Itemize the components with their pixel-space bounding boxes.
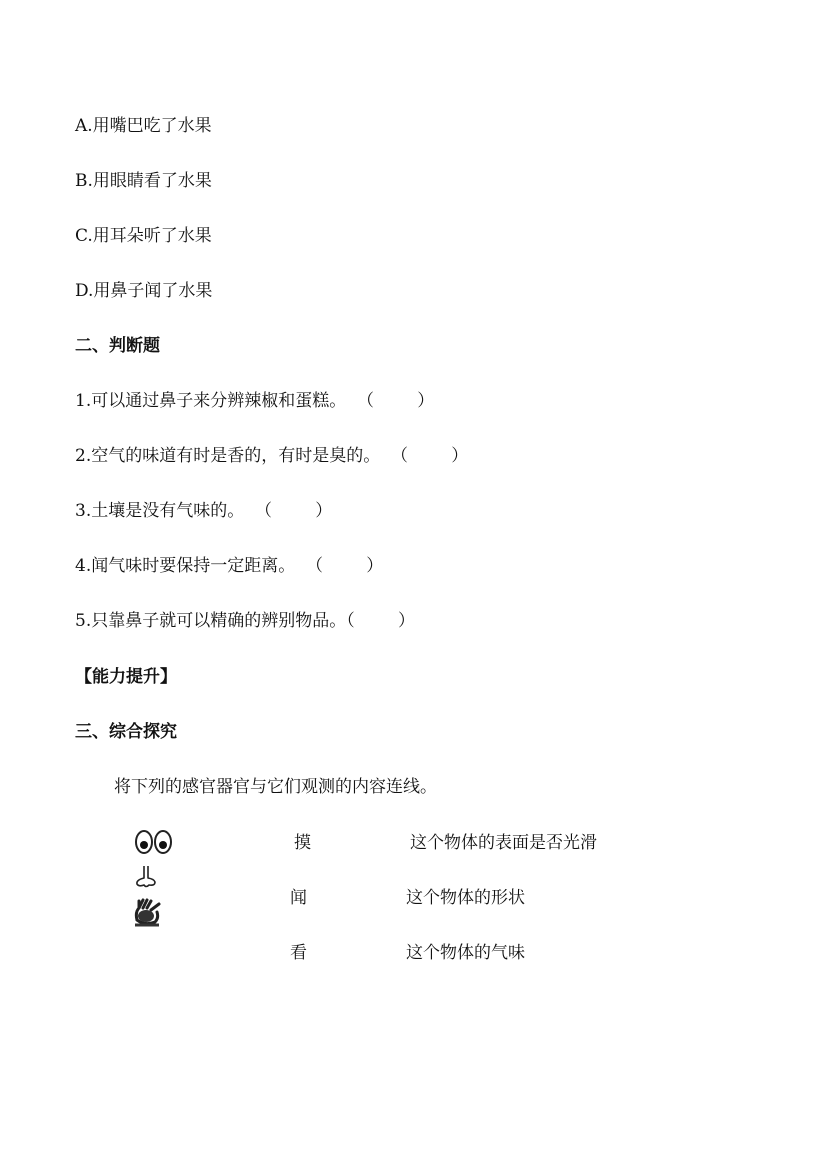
judge-item-1: 1.可以通过鼻子来分辨辣椒和蛋糕。 （ ）	[75, 391, 435, 411]
action-smell: 闻	[290, 888, 307, 908]
judge-item-5: 5.只靠鼻子就可以精确的辨别物品。（ ）	[75, 611, 415, 631]
choice-option-c: C.用耳朵听了水果	[75, 226, 212, 246]
section-3-title: 三、综合探究	[75, 722, 177, 742]
judge-item-3: 3.土壤是没有气味的。 （ ）	[75, 501, 333, 521]
choice-option-b: B.用眼睛看了水果	[75, 171, 212, 191]
section-2-title: 二、判断题	[75, 336, 160, 356]
ability-title: 【能力提升】	[75, 667, 177, 687]
content-smoothness: 这个物体的表面是否光滑	[410, 833, 597, 853]
action-touch: 摸	[294, 833, 311, 853]
eyes-icon	[134, 828, 174, 856]
content-smell: 这个物体的气味	[406, 943, 525, 963]
content-shape: 这个物体的形状	[406, 888, 525, 908]
nose-icon	[132, 864, 160, 890]
choice-option-d: D.用鼻子闻了水果	[75, 281, 213, 301]
judge-item-2: 2.空气的味道有时是香的，有时是臭的。 （ ）	[75, 446, 469, 466]
judge-item-4: 4.闻气味时要保持一定距离。 （ ）	[75, 556, 384, 576]
choice-option-a: A.用嘴巴吃了水果	[75, 116, 212, 136]
action-see: 看	[290, 943, 307, 963]
hand-icon	[131, 898, 167, 928]
section-3-instruction: 将下列的感官器官与它们观测的内容连线。	[114, 777, 437, 797]
